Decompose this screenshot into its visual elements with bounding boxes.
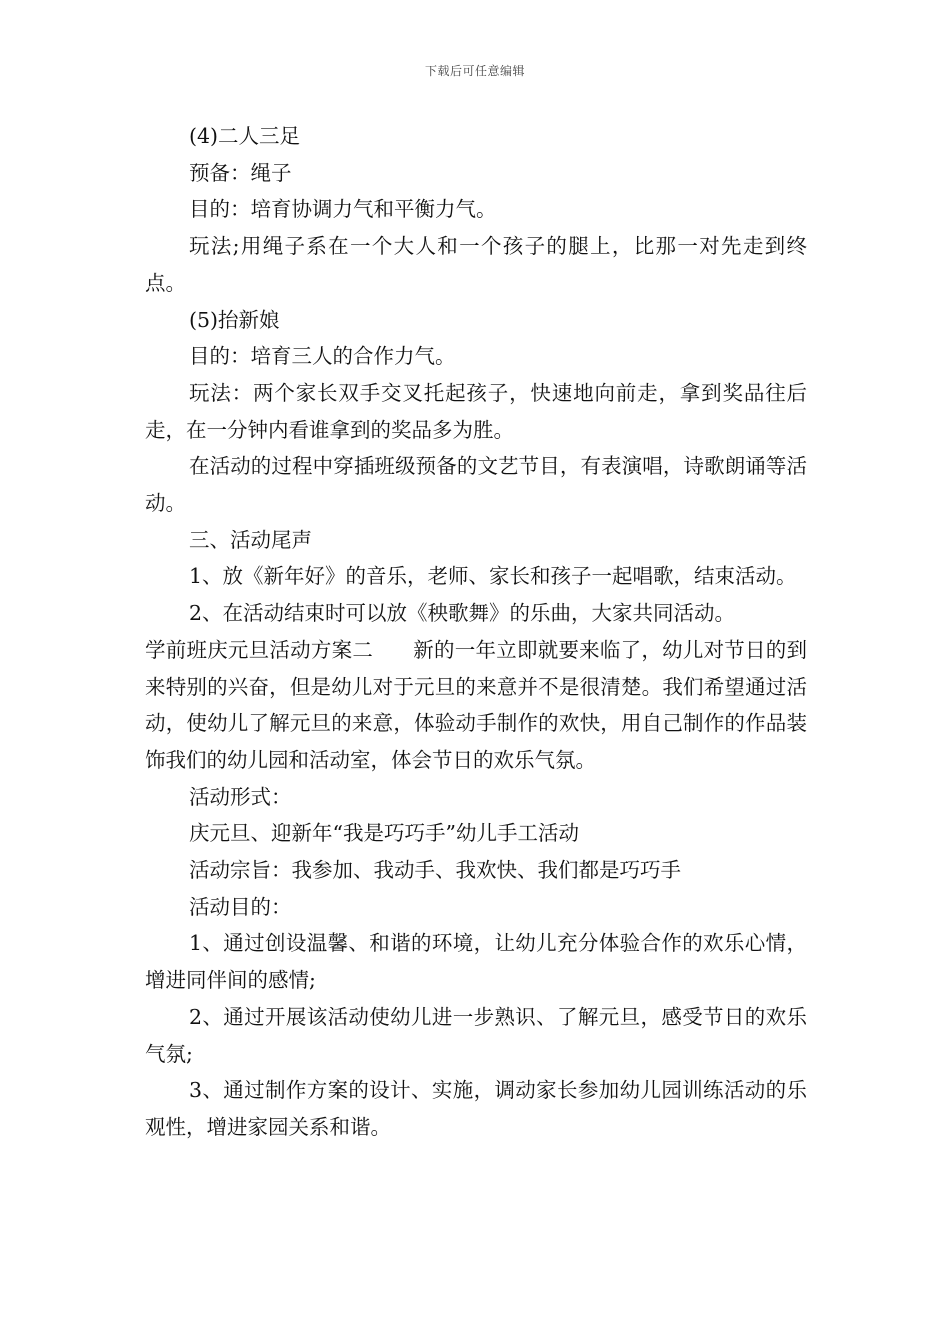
paragraph-goal-2: 2、通过开展该活动使幼儿进一步熟识、了解元旦，感受节日的欢乐气氛; <box>145 1004 807 1066</box>
paragraph-game-5-rules: 玩法：两个家长双手交叉托起孩子，快速地向前走，拿到奖品往后走，在一分钟内看谁拿到的奖品多为胜。 <box>145 380 807 442</box>
paragraph-ending-1: 1、放《新年好》的音乐，老师、家长和孩子一起唱歌，结束活动。 <box>189 564 797 589</box>
page-header-note: 下载后可任意编辑 <box>424 64 525 78</box>
paragraph-game-4-goal: 目的：培育协调力气和平衡力气。 <box>189 197 497 222</box>
paragraph-form-value: 庆元旦、迎新年“我是巧巧手”幼儿手工活动 <box>189 821 579 846</box>
section2-intro-paragraph <box>145 632 807 779</box>
section2-title: 学前班庆元旦活动方案二 <box>145 637 374 662</box>
paragraph-purpose: 活动宗旨：我参加、我动手、我欢快、我们都是巧巧手 <box>189 858 681 883</box>
paragraph-goal-3: 3、通过制作方案的设计、实施，调动家长参加幼儿园训练活动的乐观性，增进家园关系和谐。 <box>145 1078 807 1139</box>
paragraph-game-4-title: (4)二人三足 <box>189 124 301 148</box>
paragraph-goals-label: 活动目的： <box>189 894 292 919</box>
paragraph-goal-1: 1、通过创设温馨、和谐的环境，让幼儿充分体验合作的欢乐心情，增进同伴间的感情; <box>145 931 807 993</box>
paragraph-game-5-goal: 目的：培育三人的合作力气。 <box>189 344 456 369</box>
paragraph-performances: 在活动的过程中穿插班级预备的文艺节目，有表演唱，诗歌朗诵等活动。 <box>145 454 807 516</box>
section-heading-ending: 三、活动尾声 <box>189 527 312 552</box>
paragraph-ending-2: 2、在活动结束时可以放《秧歌舞》的乐曲，大家共同活动。 <box>189 601 736 626</box>
paragraph-game-5-title: (5)抬新娘 <box>189 307 280 332</box>
document-body <box>145 118 807 1146</box>
paragraph-game-4-prep: 预备：绳子 <box>189 160 292 185</box>
section2-intro: 新的一年立即就要来临了，幼儿对节日的到来特别的兴奋，但是幼儿对于元旦的来意并不是很清楚。我们希望通过活动，使幼儿了解元旦的来意，体验动手制作的欢快，用自己制作的作品装饰我们的幼儿园和活动室，体会节日的欢乐气氛。 <box>145 637 808 772</box>
paragraph-form-label: 活动形式： <box>189 784 292 809</box>
paragraph-game-4-rules: 玩法;用绳子系在一个大人和一个孩子的腿上，比那一对先走到终点。 <box>145 234 807 295</box>
